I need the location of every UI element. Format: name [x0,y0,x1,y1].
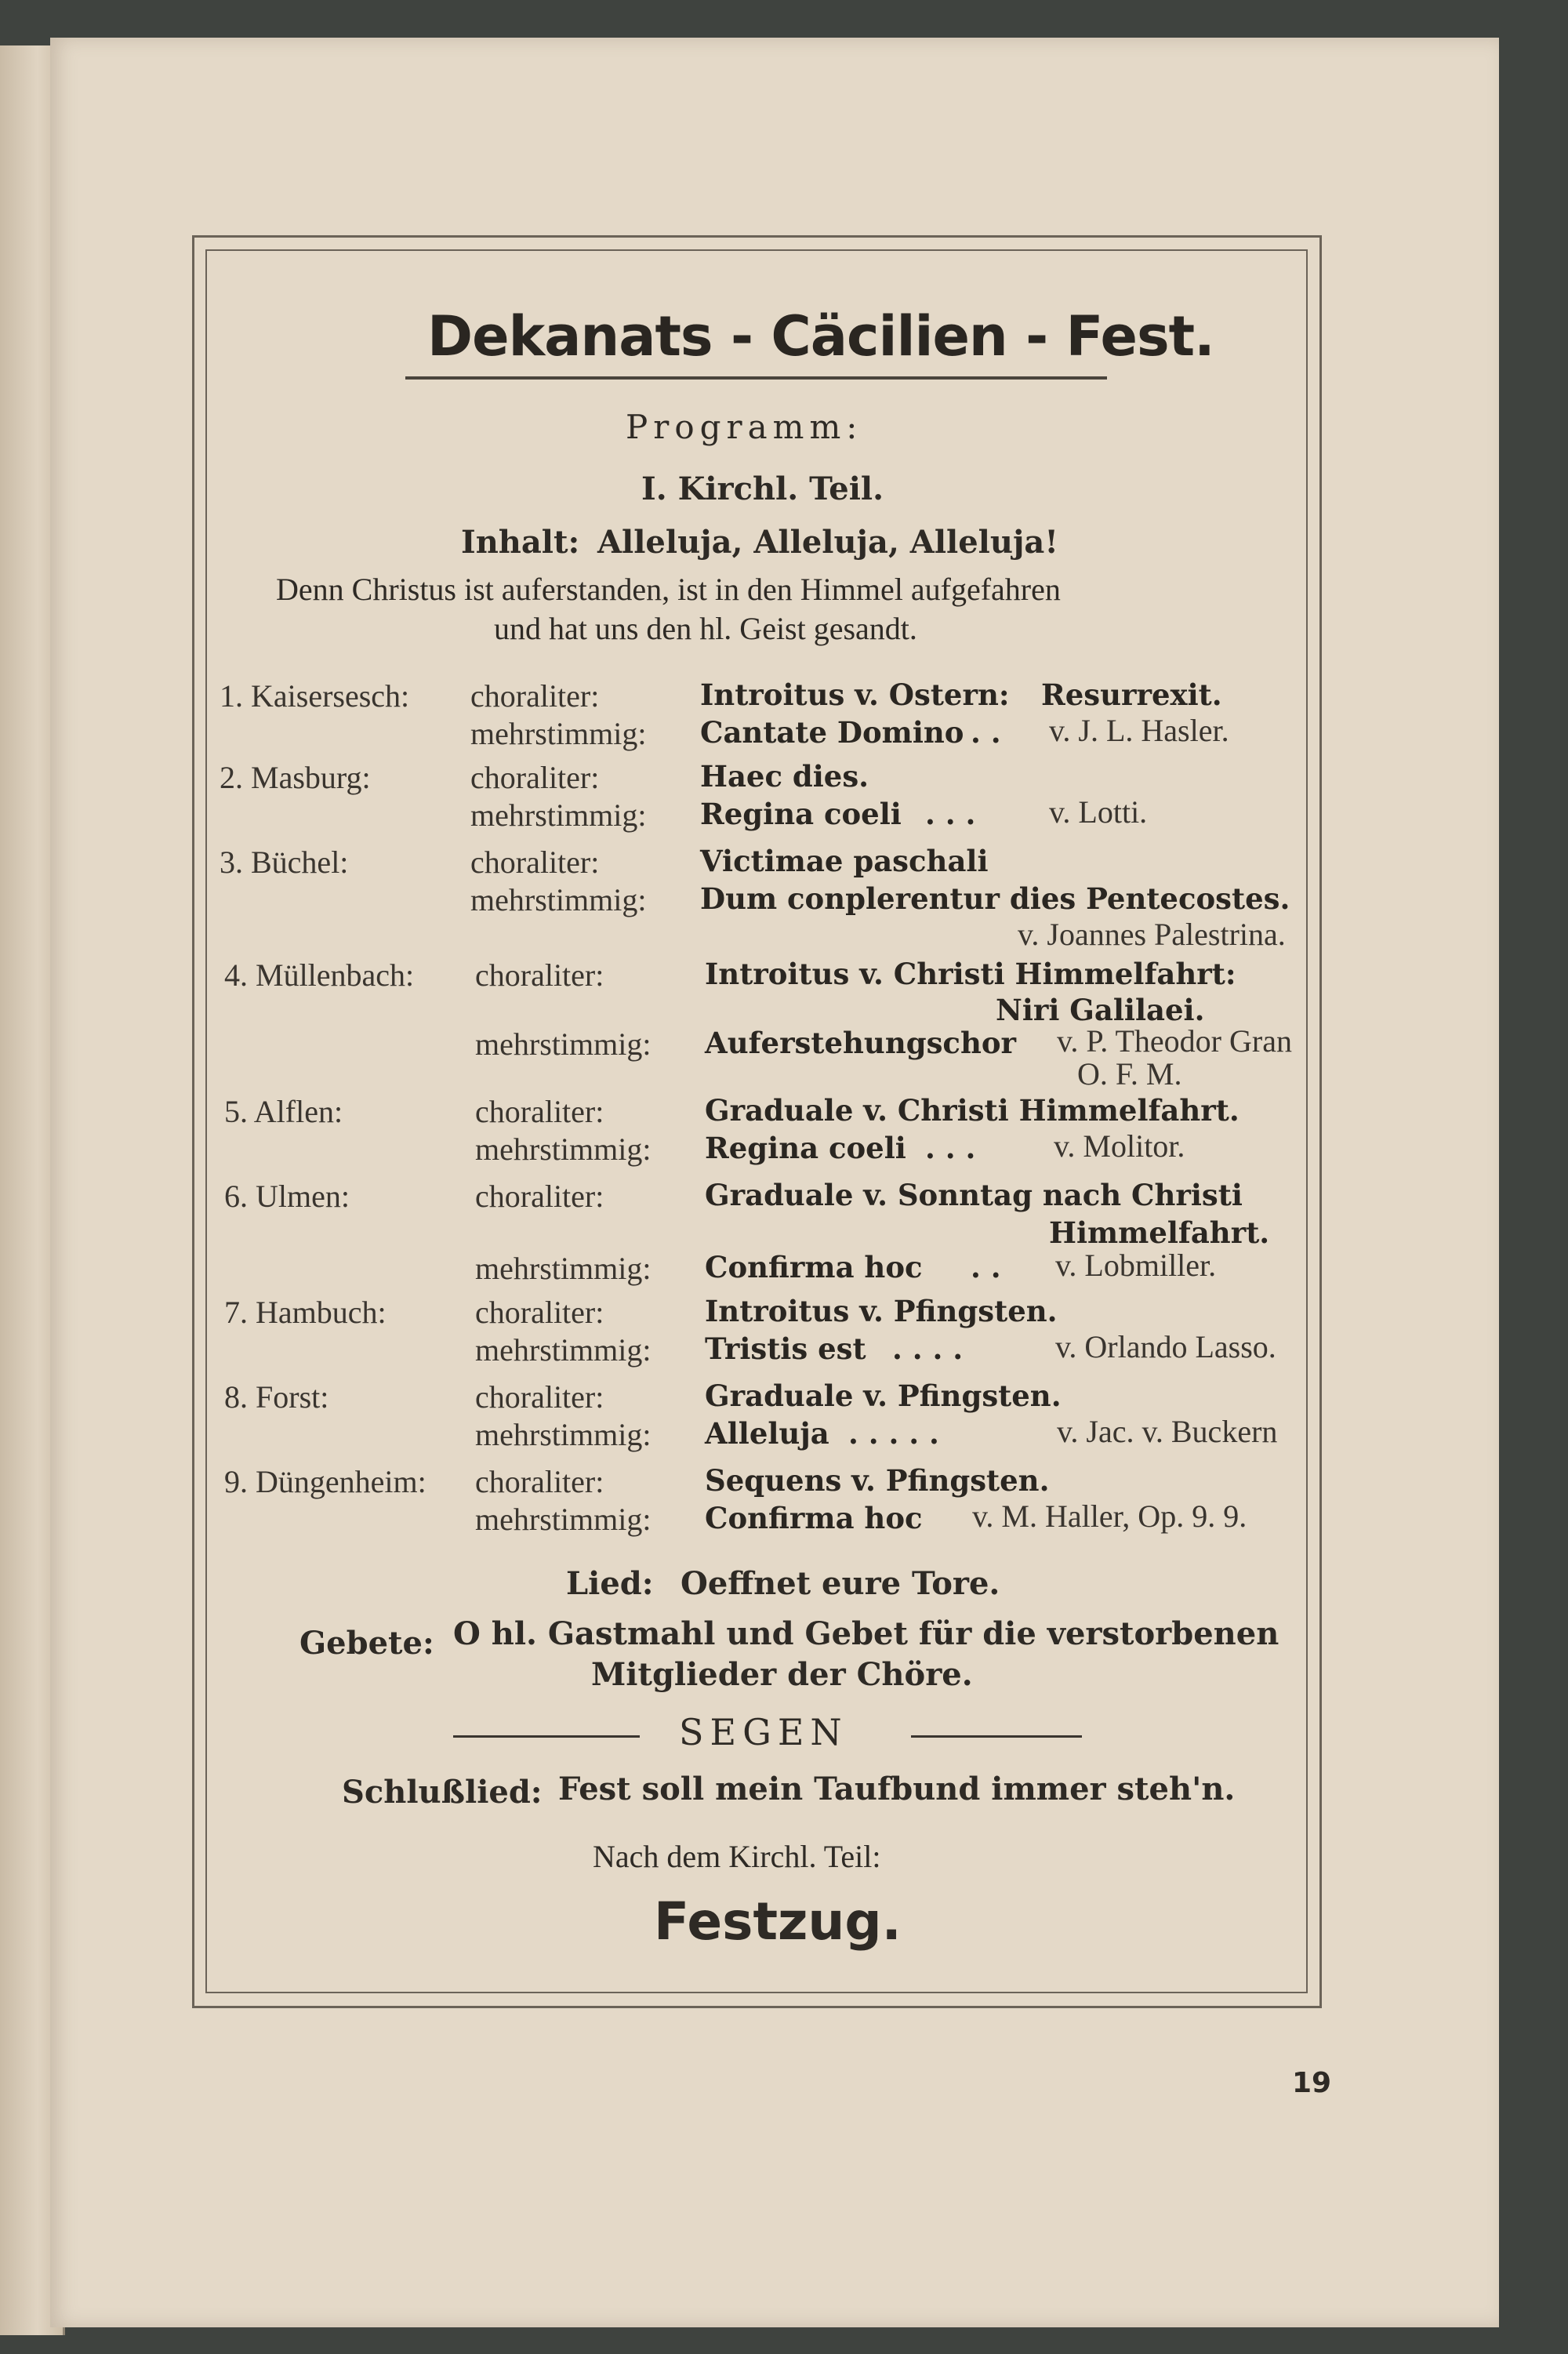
entry-label-mehrstimmig: mehrstimmig: [470,797,647,833]
entry-place: 7. Hambuch: [224,1295,387,1330]
entry-dots: . . . . . [848,1416,939,1451]
entry-work-choraliter: Introitus v. Pfingsten. [705,1294,1058,1328]
entry-composer: v. Jac. v. Buckern [1057,1414,1278,1449]
entry-dots: . . . . [892,1331,964,1366]
entry-work-mehrstimmig: Confirma hoc [705,1250,923,1284]
entry-work-choraliter: Introitus v. Ostern: [700,678,1010,712]
entry-label-choraliter: choraliter: [475,1379,604,1415]
entry-work-choraliter-b: Niri Galilaei. [996,993,1205,1027]
entry-label-choraliter: choraliter: [475,1179,604,1214]
lied-text: Oeffnet eure Tore. [681,1565,1000,1602]
entry-label-mehrstimmig: mehrstimmig: [475,1251,652,1286]
inhalt-text: Alleluja, Alleluja, Alleluja! [597,524,1058,561]
part-heading: I. Kirchl. Teil. [641,470,884,507]
entry-dots: . . [971,715,1001,750]
gebete-line-2: Mitglieder der Chöre. [591,1656,973,1693]
entry-work-mehrstimmig: Auferstehungschor [705,1026,1017,1060]
entry-label-mehrstimmig: mehrstimmig: [475,1026,652,1062]
entry-composer: v. P. Theodor Gran [1057,1023,1292,1059]
entry-label-choraliter: choraliter: [475,1464,604,1499]
entry-work-mehrstimmig: Cantate Domino [700,715,964,750]
segen-rule-right [911,1735,1082,1738]
entry-work-choraliter: Graduale v. Pfingsten. [705,1379,1062,1413]
entry-label-choraliter: choraliter: [475,957,604,993]
entry-composer: v. Lobmiller. [1055,1248,1217,1283]
entry-work-choraliter: Sequens v. Pfingsten. [705,1463,1050,1498]
segen-heading: SEGEN [679,1711,848,1753]
festzug-heading: Festzug. [654,1891,902,1952]
entry-label-choraliter: choraliter: [470,678,600,714]
entry-place: 1. Kaisersesch: [220,678,410,714]
entry-dots: . . . [925,1131,976,1165]
entry-work-choraliter: Introitus v. Christi Himmelfahrt: [705,957,1236,991]
entry-composer-b: O. F. M. [1077,1056,1182,1092]
entry-work-mehrstimmig: Confirma hoc [705,1501,923,1535]
entry-dots: . . . [925,797,976,831]
entry-work-mehrstimmig: Dum conplerentur dies Pentecostes. [700,881,1290,916]
entry-composer: v. M. Haller, Op. 9. 9. [972,1498,1247,1534]
entry-label-mehrstimmig: mehrstimmig: [470,716,647,751]
entry-work-choraliter-b: Resurrexit. [1041,678,1222,712]
inhalt-label: Inhalt: [461,524,580,561]
entry-composer: v. J. L. Hasler. [1049,713,1229,748]
entry-place: 6. Ulmen: [224,1179,350,1214]
entry-place: 2. Masburg: [220,760,371,795]
entry-composer: v. Lotti. [1049,794,1148,830]
segen-rule-left [453,1735,640,1738]
lied-label: Lied: [566,1565,654,1602]
page-title: Dekanats - Cäcilien - Fest. [427,304,1214,369]
entry-work-choraliter-b: Himmelfahrt. [1049,1215,1270,1250]
entry-label-choraliter: choraliter: [475,1295,604,1330]
entry-label-mehrstimmig: mehrstimmig: [475,1502,652,1537]
gebete-label: Gebete: [299,1625,434,1662]
page-number: 19 [1292,2067,1332,2099]
nach-text: Nach dem Kirchl. Teil: [593,1839,881,1874]
entry-composer: v. Joannes Palestrina. [1018,917,1286,952]
entry-place: 8. Forst: [224,1379,329,1415]
entry-work-choraliter: Victimae paschali [700,844,989,878]
entry-label-choraliter: choraliter: [475,1094,604,1129]
program-heading: Programm: [626,408,863,446]
schlusslied-text: Fest soll mein Taufbund immer steh'n. [558,1771,1236,1807]
entry-place: 3. Büchel: [220,845,349,880]
entry-label-mehrstimmig: mehrstimmig: [475,1332,652,1368]
entry-place: 5. Alflen: [224,1094,343,1129]
entry-composer: v. Molitor. [1054,1128,1185,1164]
inhalt-line-1: Denn Christus ist auferstanden, ist in den Himmel aufgefahren [276,572,1061,607]
entry-composer: v. Orlando Lasso. [1055,1329,1276,1364]
entry-place: 9. Düngenheim: [224,1464,426,1499]
entry-label-mehrstimmig: mehrstimmig: [475,1417,652,1452]
entry-work-mehrstimmig: Tristis est [705,1331,866,1366]
entry-place: 4. Müllenbach: [224,957,415,993]
entry-work-choraliter: Graduale v. Sonntag nach Christi [705,1178,1243,1212]
entry-label-choraliter: choraliter: [470,845,600,880]
entry-label-choraliter: choraliter: [470,760,600,795]
schlusslied-label: Schlußlied: [342,1774,543,1811]
inhalt-line-2: und hat uns den hl. Geist gesandt. [494,611,917,646]
entry-dots: . . [971,1250,1001,1284]
entry-label-mehrstimmig: mehrstimmig: [475,1132,652,1167]
entry-work-mehrstimmig: Regina coeli [700,797,902,831]
entry-work-mehrstimmig: Regina coeli [705,1131,906,1165]
gebete-line-1: O hl. Gastmahl und Gebet für die verstorbenen [453,1615,1279,1652]
entry-work-mehrstimmig: Alleluja [705,1416,829,1451]
title-underline [405,376,1107,380]
entry-label-mehrstimmig: mehrstimmig: [470,882,647,917]
entry-work-choraliter: Haec dies. [700,759,869,794]
entry-work-choraliter: Graduale v. Christi Himmelfahrt. [705,1093,1240,1128]
